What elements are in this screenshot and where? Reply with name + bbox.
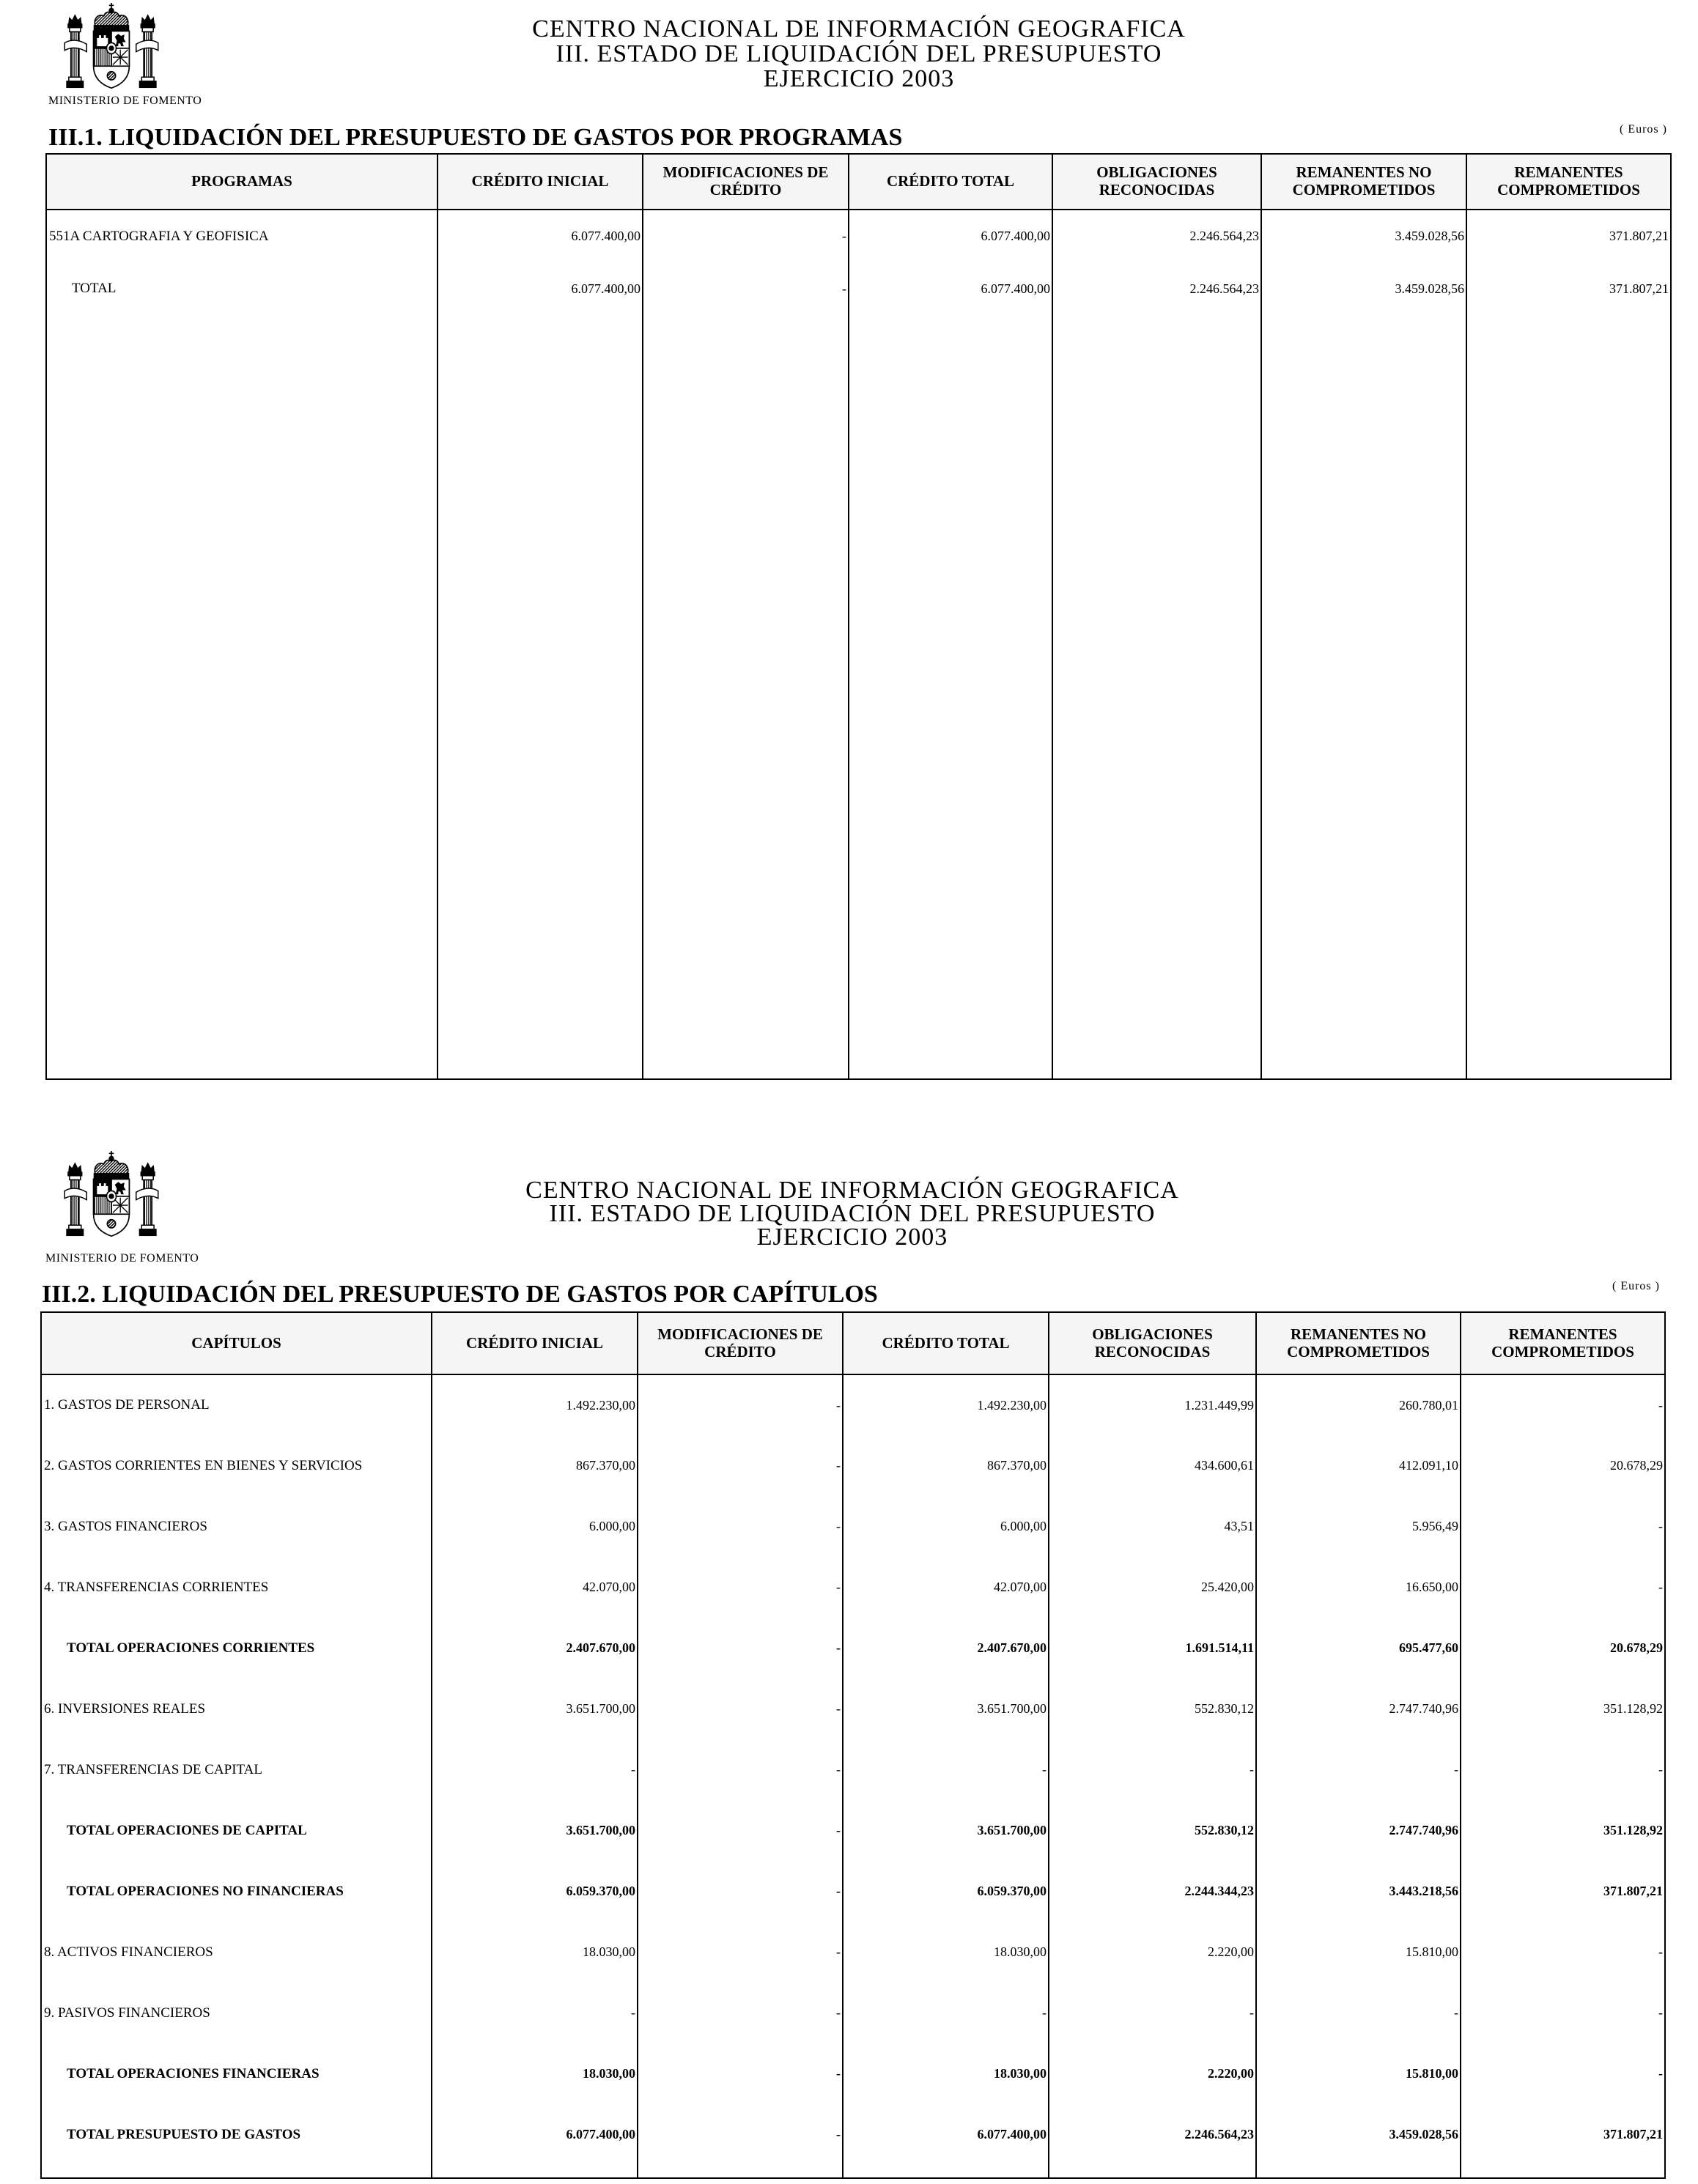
table-row: [41, 1618, 1665, 1678]
modificaciones-value: -: [638, 1922, 843, 1983]
credito-total-column-header: CRÉDITO TOTAL: [843, 1312, 1049, 1374]
credito-total-value: 867.370,00: [843, 1435, 1049, 1496]
remanentes-comprometidos-value: -: [1461, 1557, 1665, 1618]
table-header-row: [46, 154, 1671, 210]
obligaciones-reconocidas-value: 1.231.449,99: [1049, 1374, 1256, 1435]
remanentes-comprometidos-value: 351.128,92: [1461, 1678, 1665, 1739]
table-row: [41, 2043, 1665, 2104]
table-head: [41, 1312, 1665, 1374]
remanentes-comprometidos-value: 371.807,21: [1461, 1861, 1665, 1922]
modificaciones-value: -: [638, 1496, 843, 1557]
obligaciones-column-header: OBLIGACIONES RECONOCIDAS: [1049, 1312, 1256, 1374]
remanentes-comprometidos-value: 371.807,21: [1466, 262, 1671, 315]
remanentes-no-comprometidos-column-header: REMANENTES NO COMPROMETIDOS: [1261, 154, 1466, 210]
obligaciones-reconocidas-value: 2.244.344,23: [1049, 1861, 1256, 1922]
table-body: [46, 210, 1671, 1079]
modificaciones-value: -: [638, 2104, 843, 2165]
modificaciones-value: -: [638, 1861, 843, 1922]
credito-total-value: 6.077.400,00: [843, 2104, 1049, 2165]
credito-inicial-column-header: CRÉDITO INICIAL: [438, 154, 643, 210]
header-line-statement: III. ESTADO DE LIQUIDACIÓN DEL PRESUPUESTO: [549, 1200, 1156, 1227]
modificaciones-value: -: [638, 1678, 843, 1739]
table-row: [41, 1496, 1665, 1557]
category-column-header: PROGRAMAS: [46, 154, 438, 210]
row-label: TOTAL OPERACIONES CORRIENTES: [41, 1618, 432, 1678]
obligaciones-reconocidas-value: 552.830,12: [1049, 1678, 1256, 1739]
credito-inicial-value: 867.370,00: [432, 1435, 638, 1496]
credito-inicial-column-header: CRÉDITO INICIAL: [432, 1312, 638, 1374]
remanentes-comprometidos-value: -: [1461, 1374, 1665, 1435]
remanentes-comprometidos-value: 351.128,92: [1461, 1800, 1665, 1861]
credito-total-value: -: [843, 1983, 1049, 2043]
row-label: 8. ACTIVOS FINANCIEROS: [41, 1922, 432, 1983]
modificaciones-value: -: [643, 262, 849, 315]
credito-inicial-value: -: [432, 1739, 638, 1800]
table-header-row: [41, 1312, 1665, 1374]
table-row: [41, 1678, 1665, 1739]
header-line-fiscal-year: EJERCICIO 2003: [756, 1224, 948, 1251]
header-line-statement: III. ESTADO DE LIQUIDACIÓN DEL PRESUPUESTO: [555, 40, 1162, 67]
empty-cell: [438, 315, 643, 1079]
table-body: [41, 1374, 1665, 2178]
table-head: [46, 154, 1671, 210]
row-label: 6. INVERSIONES REALES: [41, 1678, 432, 1739]
header-line-fiscal-year: EJERCICIO 2003: [763, 65, 955, 92]
obligaciones-reconocidas-value: 552.830,12: [1049, 1800, 1256, 1861]
remanentes-no-comprometidos-value: 260.780,01: [1256, 1374, 1461, 1435]
credito-total-value: 18.030,00: [843, 1922, 1049, 1983]
header-line-institution: CENTRO NACIONAL DE INFORMACIÓN GEOGRAFICA: [525, 1177, 1179, 1204]
remanentes-comprometidos-column-header: REMANENTES COMPROMETIDOS: [1461, 1312, 1665, 1374]
row-label: TOTAL OPERACIONES NO FINANCIERAS: [41, 1861, 432, 1922]
remanentes-no-comprometidos-value: 15.810,00: [1256, 1922, 1461, 1983]
remanentes-comprometidos-value: -: [1461, 2043, 1665, 2104]
credito-total-value: 1.492.230,00: [843, 1374, 1049, 1435]
modificaciones-value: -: [643, 210, 849, 262]
obligaciones-reconocidas-value: 434.600,61: [1049, 1435, 1256, 1496]
table-row: [41, 1922, 1665, 1983]
row-label: 3. GASTOS FINANCIEROS: [41, 1496, 432, 1557]
table-row: [46, 262, 1671, 315]
remanentes-no-comprometidos-column-header: REMANENTES NO COMPROMETIDOS: [1256, 1312, 1461, 1374]
coat-of-arms-icon: [63, 3, 160, 91]
table-row: [41, 2104, 1665, 2165]
credito-inicial-value: 18.030,00: [432, 2043, 638, 2104]
credito-total-value: 18.030,00: [843, 2043, 1049, 2104]
table-row: [41, 1374, 1665, 1435]
units-label: ( Euros ): [1620, 123, 1667, 136]
empty-cell: [1052, 315, 1261, 1079]
empty-cell: [849, 315, 1052, 1079]
document-header: [514, 17, 1203, 92]
credito-inicial-value: 18.030,00: [432, 1922, 638, 1983]
table-filler-row: [41, 2165, 1665, 2178]
credito-total-value: 3.651.700,00: [843, 1678, 1049, 1739]
modificaciones-value: -: [638, 1374, 843, 1435]
obligaciones-reconocidas-value: 2.220,00: [1049, 1922, 1256, 1983]
row-label: TOTAL OPERACIONES DE CAPITAL: [41, 1800, 432, 1861]
row-label: 9. PASIVOS FINANCIEROS: [41, 1983, 432, 2043]
obligaciones-reconocidas-value: 2.220,00: [1049, 2043, 1256, 2104]
modificaciones-column-header: MODIFICACIONES DE CRÉDITO: [638, 1312, 843, 1374]
empty-cell: [1461, 2165, 1665, 2178]
section-title: III.1. LIQUIDACIÓN DEL PRESUPUESTO DE GASTOS POR PROGRAMAS: [48, 124, 903, 151]
ministry-label: MINISTERIO DE FOMENTO: [48, 95, 202, 107]
credito-inicial-value: 3.651.700,00: [432, 1800, 638, 1861]
credito-total-value: 6.059.370,00: [843, 1861, 1049, 1922]
remanentes-comprometidos-value: -: [1461, 1922, 1665, 1983]
credito-inicial-value: 2.407.670,00: [432, 1618, 638, 1678]
credito-inicial-value: 6.000,00: [432, 1496, 638, 1557]
credito-inicial-value: 3.651.700,00: [432, 1678, 638, 1739]
remanentes-no-comprometidos-value: 3.459.028,56: [1256, 2104, 1461, 2165]
row-label: TOTAL: [46, 262, 438, 315]
table-filler-row: [46, 315, 1671, 1079]
budget-table-programas: [45, 153, 1672, 1080]
empty-cell: [1256, 2165, 1461, 2178]
credito-inicial-value: 1.492.230,00: [432, 1374, 638, 1435]
credito-total-column-header: CRÉDITO TOTAL: [849, 154, 1052, 210]
modificaciones-value: -: [638, 1618, 843, 1678]
empty-cell: [843, 2165, 1049, 2178]
ministry-label: MINISTERIO DE FOMENTO: [45, 1252, 199, 1265]
obligaciones-reconocidas-value: -: [1049, 1983, 1256, 2043]
modificaciones-value: -: [638, 1739, 843, 1800]
category-column-header: CAPÍTULOS: [41, 1312, 432, 1374]
remanentes-no-comprometidos-value: 15.810,00: [1256, 2043, 1461, 2104]
remanentes-no-comprometidos-value: 412.091,10: [1256, 1435, 1461, 1496]
credito-inicial-value: 6.077.400,00: [432, 2104, 638, 2165]
modificaciones-value: -: [638, 1557, 843, 1618]
credito-total-value: 6.077.400,00: [849, 262, 1052, 315]
document-header: [508, 1179, 1197, 1249]
modificaciones-value: -: [638, 1983, 843, 2043]
obligaciones-column-header: OBLIGACIONES RECONOCIDAS: [1052, 154, 1261, 210]
credito-inicial-value: -: [432, 1983, 638, 2043]
modificaciones-value: -: [638, 1435, 843, 1496]
remanentes-no-comprometidos-value: 695.477,60: [1256, 1618, 1461, 1678]
modificaciones-column-header: MODIFICACIONES DE CRÉDITO: [643, 154, 849, 210]
modificaciones-value: -: [638, 1800, 843, 1861]
row-label: 4. TRANSFERENCIAS CORRIENTES: [41, 1557, 432, 1618]
remanentes-no-comprometidos-value: 2.747.740,96: [1256, 1678, 1461, 1739]
remanentes-comprometidos-value: -: [1461, 1983, 1665, 2043]
modificaciones-value: -: [638, 2043, 843, 2104]
budget-table-capitulos: [40, 1311, 1666, 2179]
coat-of-arms-icon: [63, 1151, 160, 1239]
table-row: [41, 1739, 1665, 1800]
credito-inicial-value: 42.070,00: [432, 1557, 638, 1618]
table-row: [46, 210, 1671, 262]
obligaciones-reconocidas-value: 43,51: [1049, 1496, 1256, 1557]
row-label: 1. GASTOS DE PERSONAL: [41, 1374, 432, 1435]
table-row: [41, 1983, 1665, 2043]
remanentes-comprometidos-value: 371.807,21: [1461, 2104, 1665, 2165]
remanentes-comprometidos-value: 371.807,21: [1466, 210, 1671, 262]
row-label: TOTAL PRESUPUESTO DE GASTOS: [41, 2104, 432, 2165]
remanentes-no-comprometidos-value: -: [1256, 1739, 1461, 1800]
row-label: 2. GASTOS CORRIENTES EN BIENES Y SERVICIOS: [41, 1435, 432, 1496]
empty-cell: [638, 2165, 843, 2178]
obligaciones-reconocidas-value: 1.691.514,11: [1049, 1618, 1256, 1678]
remanentes-comprometidos-value: 20.678,29: [1461, 1435, 1665, 1496]
row-label: 551A CARTOGRAFIA Y GEOFISICA: [46, 210, 438, 262]
remanentes-no-comprometidos-value: 3.459.028,56: [1261, 262, 1466, 315]
credito-total-value: 6.077.400,00: [849, 210, 1052, 262]
obligaciones-reconocidas-value: 2.246.564,23: [1052, 262, 1261, 315]
empty-cell: [1049, 2165, 1256, 2178]
header-line-institution: CENTRO NACIONAL DE INFORMACIÓN GEOGRAFICA: [532, 15, 1186, 42]
obligaciones-reconocidas-value: 25.420,00: [1049, 1557, 1256, 1618]
row-label: TOTAL OPERACIONES FINANCIERAS: [41, 2043, 432, 2104]
obligaciones-reconocidas-value: -: [1049, 1739, 1256, 1800]
obligaciones-reconocidas-value: 2.246.564,23: [1049, 2104, 1256, 2165]
remanentes-no-comprometidos-value: 5.956,49: [1256, 1496, 1461, 1557]
remanentes-comprometidos-value: 20.678,29: [1461, 1618, 1665, 1678]
empty-cell: [41, 2165, 432, 2178]
row-label: 7. TRANSFERENCIAS DE CAPITAL: [41, 1739, 432, 1800]
units-label: ( Euros ): [1612, 1280, 1660, 1292]
credito-total-value: 42.070,00: [843, 1557, 1049, 1618]
credito-total-value: 2.407.670,00: [843, 1618, 1049, 1678]
empty-cell: [46, 315, 438, 1079]
credito-total-value: 3.651.700,00: [843, 1800, 1049, 1861]
empty-cell: [643, 315, 849, 1079]
table-row: [41, 1557, 1665, 1618]
remanentes-no-comprometidos-value: -: [1256, 1983, 1461, 2043]
empty-cell: [1261, 315, 1466, 1079]
table-row: [41, 1800, 1665, 1861]
remanentes-comprometidos-value: -: [1461, 1496, 1665, 1557]
remanentes-comprometidos-column-header: REMANENTES COMPROMETIDOS: [1466, 154, 1671, 210]
credito-total-value: -: [843, 1739, 1049, 1800]
credito-inicial-value: 6.077.400,00: [438, 262, 643, 315]
credito-inicial-value: 6.077.400,00: [438, 210, 643, 262]
empty-cell: [432, 2165, 638, 2178]
credito-inicial-value: 6.059.370,00: [432, 1861, 638, 1922]
empty-cell: [1466, 315, 1671, 1079]
table-row: [41, 1435, 1665, 1496]
remanentes-no-comprometidos-value: 3.443.218,56: [1256, 1861, 1461, 1922]
remanentes-comprometidos-value: -: [1461, 1739, 1665, 1800]
credito-total-value: 6.000,00: [843, 1496, 1049, 1557]
table-row: [41, 1861, 1665, 1922]
remanentes-no-comprometidos-value: 16.650,00: [1256, 1557, 1461, 1618]
remanentes-no-comprometidos-value: 2.747.740,96: [1256, 1800, 1461, 1861]
remanentes-no-comprometidos-value: 3.459.028,56: [1261, 210, 1466, 262]
section-title: III.2. LIQUIDACIÓN DEL PRESUPUESTO DE GASTOS POR CAPÍTULOS: [42, 1281, 878, 1308]
obligaciones-reconocidas-value: 2.246.564,23: [1052, 210, 1261, 262]
